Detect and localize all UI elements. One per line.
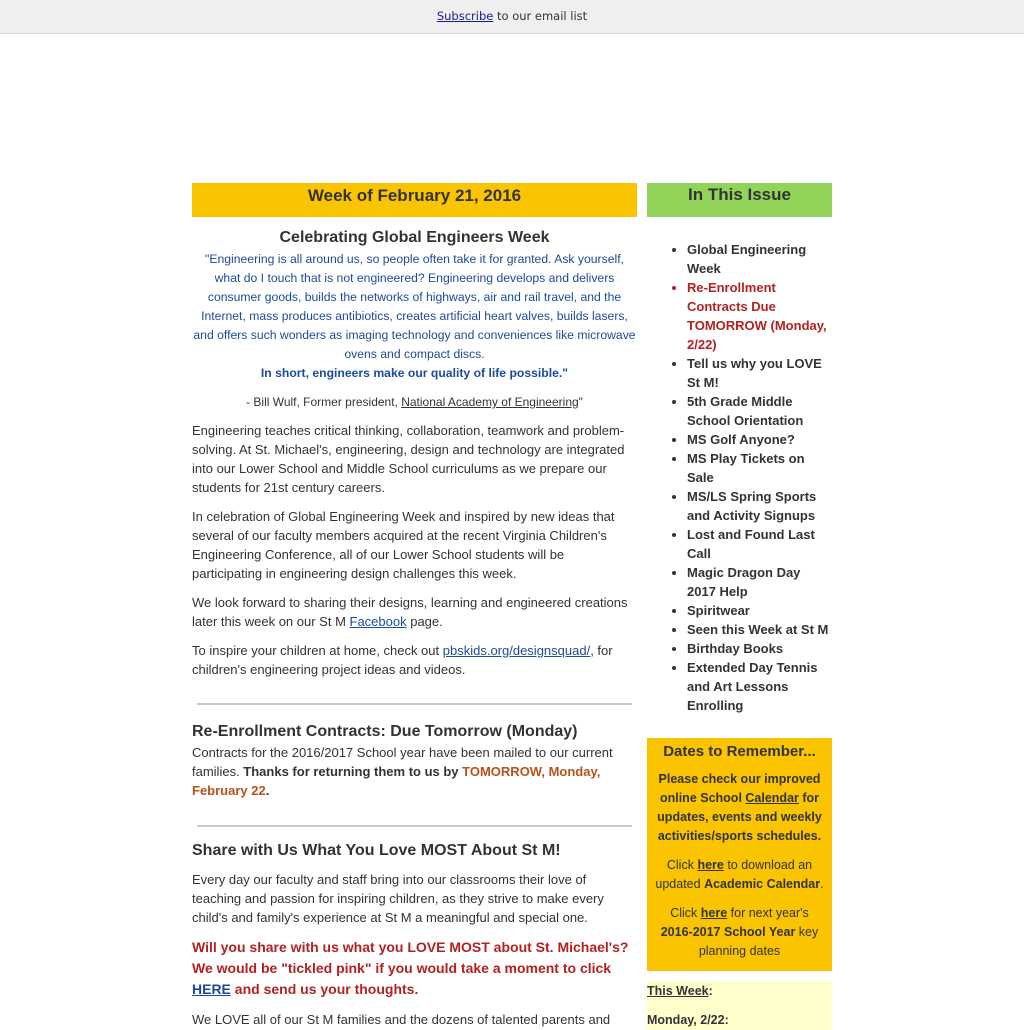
academic-calendar-link[interactable]: here — [697, 858, 724, 872]
engineers-paragraph-4: To inspire your children at home, check out pbskids.org/designsquad/, for children's engineering project ideas and videos. — [192, 643, 613, 677]
academic-calendar-note: Click here to download an updated Academic Calendar. — [655, 858, 824, 891]
issue-item[interactable]: • Lost and Found Last Call — [687, 525, 832, 563]
school-year-note: Click here for next year's 2016-2017 School Year key planning dates — [660, 906, 819, 958]
share-title: Share with Us What You Love MOST About St M! — [192, 842, 561, 859]
issue-item[interactable]: • Birthday Books — [687, 639, 832, 658]
sidebar — [647, 183, 832, 1030]
issue-item[interactable]: • 5th Grade Middle School Orientation — [687, 392, 832, 430]
share-love-callout: Will you share with us what you LOVE MOST about St. Michael's? We would be "tickled pink" if you would take a moment to click HERE and send us your thoughts. — [192, 939, 629, 997]
issue-item[interactable]: • MS/LS Spring Sports and Activity Signups — [687, 487, 832, 525]
subscribe-text: to our email list — [493, 9, 588, 23]
issue-item[interactable]: • Spiritwear — [687, 601, 832, 620]
dates-to-remember — [647, 738, 832, 971]
this-week-day: Monday, 2/22: — [647, 1013, 729, 1027]
engineers-paragraph-2: In celebration of Global Engineering Week and inspired by new ideas that several of our faculty members acquired at the recent Virginia Children's Engineering Conference, all of our Lower School students will be participating in engineering design challenges this week. — [192, 509, 615, 581]
issue-list — [647, 240, 832, 715]
issue-item[interactable]: • Re-Enrollment Contracts Due TOMORROW (Monday, 2/22) — [687, 278, 832, 354]
subscribe-link[interactable]: Subscribe — [436, 9, 494, 23]
issue-item[interactable]: • Seen this Week at St M — [687, 620, 832, 639]
dates-title: Dates to Remember... — [663, 743, 816, 760]
share-here-link[interactable]: HERE — [192, 981, 231, 997]
quote-attribution: - Bill Wulf, Former president, National Academy of Engineering" — [246, 395, 583, 409]
nae-link[interactable]: National Academy of Engineering — [401, 395, 579, 409]
share-paragraph-2: We LOVE all of our St M families and the dozens of talented parents and — [192, 1012, 611, 1027]
issue-item[interactable]: • Extended Day Tennis and Art Lessons Enrolling — [687, 658, 832, 715]
issue-item[interactable]: • Global Engineering Week — [687, 240, 832, 278]
this-week-box: This Week: Monday, 2/22: — [647, 981, 832, 1030]
dates-calendar-note: Please check our improved online School Calendar for updates, events and weekly activities/sports schedules. — [657, 772, 822, 843]
week-title: Week of February 21, 2016 — [192, 183, 637, 217]
main-column — [192, 183, 637, 1029]
calendar-link[interactable]: Calendar — [745, 791, 799, 805]
engineers-title: Celebrating Global Engineers Week — [279, 229, 550, 246]
subscribe-bar — [0, 0, 1024, 34]
facebook-link[interactable]: Facebook — [349, 614, 407, 629]
in-this-issue-title: In This Issue — [647, 183, 832, 217]
designsquad-link[interactable]: pbskids.org/designsquad/ — [442, 643, 591, 658]
reenroll-title: Re-Enrollment Contracts: Due Tomorrow (Monday) — [192, 723, 578, 740]
school-year-link[interactable]: here — [700, 906, 728, 920]
share-paragraph-1: Every day our faculty and staff bring into our classrooms their love of teaching and passion for inspiring children, as they strive to make every child's and family's experience at St M a meaningful and special one. — [192, 872, 604, 925]
engineers-paragraph-3: We look forward to sharing their designs, learning and engineered creations later this week on our St M Facebook page. — [192, 595, 628, 629]
issue-item[interactable]: • MS Play Tickets on Sale — [687, 449, 832, 487]
issue-item[interactable]: • Tell us why you LOVE St M! — [687, 354, 832, 392]
engineers-paragraph-1: Engineering teaches critical thinking, collaboration, teamwork and problem-solving. At St. Michael's, engineering, design and technology are integrated into our Lower School and Middle School curriculums as we prepare our students for 21st century careers. — [192, 423, 625, 495]
issue-item[interactable]: • Magic Dragon Day 2017 Help — [687, 563, 832, 601]
engineering-quote: "Engineering is all around us, so people often take it for granted. Ask yourself, what do I touch that is not engineered? Engineering develops and delivers consumer goods, builds the networks of highways, air and rail travel, and the Internet, mass produces antibiotics, creates artificial heart valves, builds lasers, and offers such wonders as imaging technology and conveniences like microwave ovens and compact discs. In short, engineers make our quality of life possible." — [193, 252, 636, 380]
issue-item[interactable]: • MS Golf Anyone? — [687, 430, 832, 449]
reenroll-text: Contracts for the 2016/2017 School year have been mailed to our current families. Thanks for returning them to us by TOMORROW, Monday, February 22. — [192, 745, 613, 798]
reenroll-due-date: TOMORROW, Monday, February 22 — [192, 764, 601, 798]
this-week-label: This Week — [647, 984, 709, 998]
quote-bold: In short, engineers make our quality of life possible." — [260, 366, 569, 380]
